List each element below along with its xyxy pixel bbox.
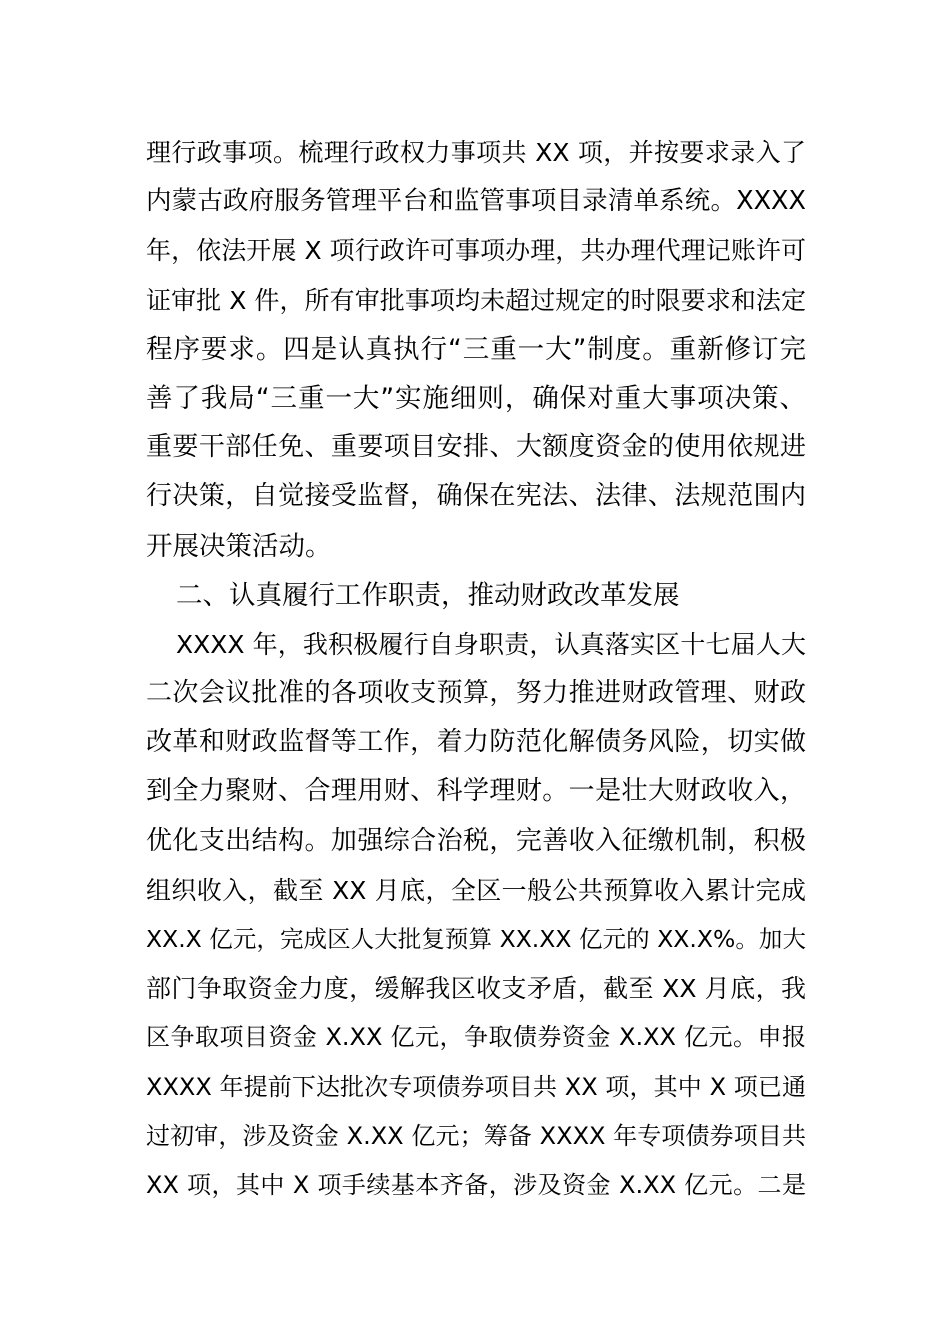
section-heading: 二、认真履行工作职责，推动财政改革发展 [176,579,680,611]
text-line: 组织收入，截至 XX 月底，全区一般公共预算收入累计完成 [146,875,806,905]
text-line: 到全力聚财、合理用财、科学理财。一是壮大财政收入， [146,776,806,807]
document-body [146,128,806,1210]
text-line: 年，依法开展 X 项行政许可事项办理，共办理代理记账许可 [146,236,806,266]
text-line: 开展决策活动。 [146,530,332,562]
text-line: 善了我局“三重一大”实施细则，确保对重大事项决策、 [146,382,806,414]
text-line: 部门争取资金力度，缓解我区收支矛盾，截至 XX 月底，我 [146,974,806,1004]
text-line: 过初审，涉及资金 X.XX 亿元；筹备 XXXX 年专项债券项目共 [146,1121,806,1150]
text-line: 行决策，自觉接受监督，确保在宪法、法律、法规范围内 [146,481,806,512]
text-line: 证审批 X 件，所有审批事项均未超过规定的时限要求和法定 [146,285,806,315]
text-line: XXXX 年提前下达批次专项债券项目共 XX 项，其中 X 项已通 [146,1072,806,1101]
text-line: 程序要求。四是认真执行“三重一大”制度。重新修订完 [146,333,806,365]
text-line: 优化支出结构。加强综合治税，完善收入征缴机制，积极 [146,825,806,856]
paragraph-first-line: XXXX 年，我积极履行自身职责，认真落实区十七届人大 [176,629,806,659]
text-line: XX 项，其中 X 项手续基本齐备，涉及资金 X.XX 亿元。二是 [146,1170,806,1199]
text-line: 重要干部任免、重要项目安排、大额度资金的使用依规进 [146,432,806,463]
text-line: 理行政事项。梳理行政权力事项共 XX 项，并按要求录入了 [146,138,806,167]
text-line: XX.X 亿元，完成区人大批复预算 XX.XX 亿元的 XX.X%。加大 [146,925,806,953]
text-line: 二次会议批准的各项收支预算，努力推进财政管理、财政 [146,678,806,709]
text-line: 区争取项目资金 X.XX 亿元，争取债券资金 X.XX 亿元。申报 [146,1023,806,1052]
text-line: 改革和财政监督等工作，着力防范化解债务风险，切实做 [146,727,806,758]
text-line: 内蒙古政府服务管理平台和监管事项目录清单系统。XXXX [146,186,806,217]
